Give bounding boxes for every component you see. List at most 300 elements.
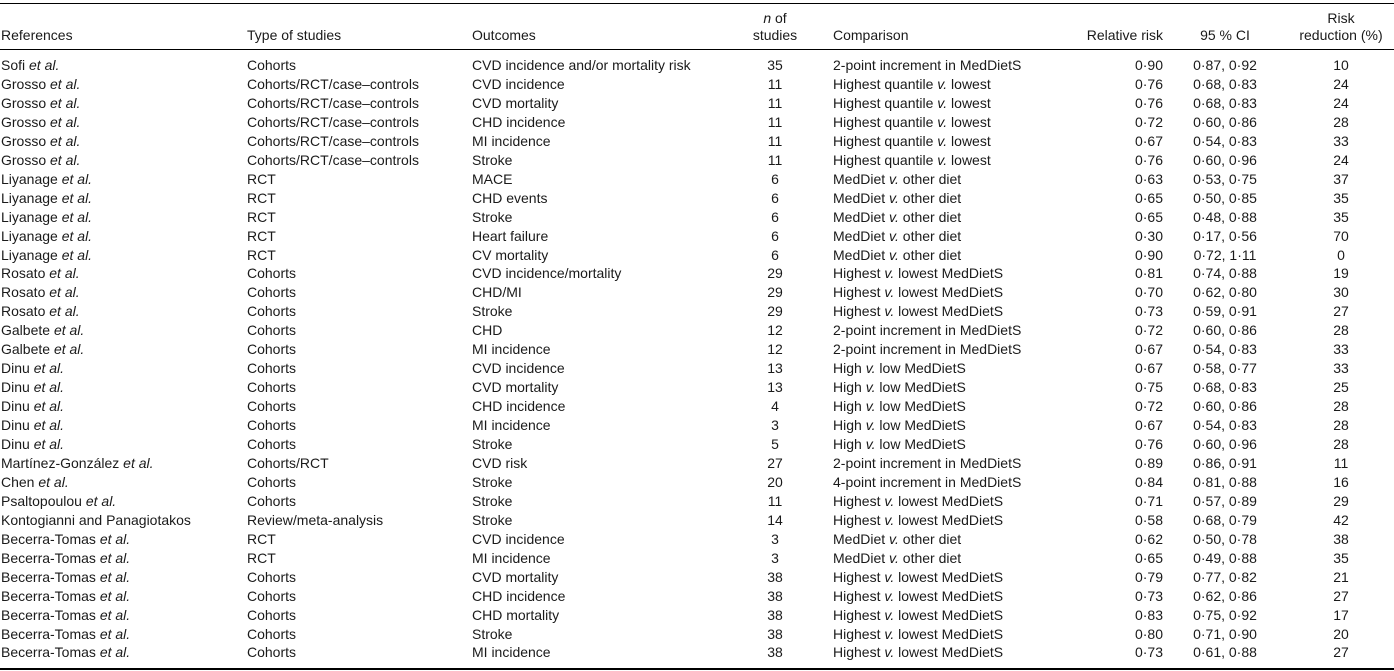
relative-risk-text: 0·81 bbox=[1134, 265, 1163, 282]
ci-text: 0·68, 0·83 bbox=[1193, 379, 1257, 396]
header-relative-risk: Relative risk bbox=[1086, 27, 1163, 43]
cell-relative-risk bbox=[1030, 246, 1163, 264]
comparison-versus: v. bbox=[884, 265, 895, 282]
n-studies-text: 27 bbox=[767, 454, 783, 471]
reference-et-al: et al. bbox=[99, 606, 131, 623]
type-text: Cohorts/RCT/case–controls bbox=[247, 132, 419, 149]
reference-author: Becerra-Tomas bbox=[1, 549, 96, 566]
cell-reference bbox=[1, 492, 116, 510]
cell-type-of-studies bbox=[247, 378, 296, 396]
reference-et-al: et al. bbox=[61, 208, 93, 225]
comparison-tail: low MedDietS bbox=[875, 360, 966, 377]
reference-author: Sofi bbox=[1, 57, 26, 73]
comparison-text: Highest bbox=[833, 625, 885, 642]
cell-relative-risk bbox=[1030, 435, 1163, 453]
cell-risk-reduction bbox=[1298, 264, 1384, 282]
reference-author: Becerra-Tomas bbox=[1, 587, 96, 604]
cell-relative-risk bbox=[1030, 94, 1163, 112]
type-text: RCT bbox=[247, 208, 276, 225]
cell-risk-reduction bbox=[1298, 454, 1384, 472]
comparison-tail: lowest MedDietS bbox=[894, 644, 1004, 661]
n-studies-text: 12 bbox=[767, 341, 783, 358]
cell-reference bbox=[1, 132, 80, 150]
n-studies-text: 38 bbox=[767, 568, 783, 585]
reference-et-al: et al. bbox=[61, 246, 93, 263]
relative-risk-text: 0·71 bbox=[1134, 492, 1163, 509]
comparison-versus: v. bbox=[884, 587, 895, 604]
comparison-tail: lowest bbox=[947, 76, 991, 92]
reference-et-al: et al. bbox=[33, 436, 65, 452]
cell-reference bbox=[1, 359, 64, 377]
comparison-versus: v. bbox=[889, 530, 899, 547]
cell-95-ci bbox=[1170, 132, 1280, 150]
cell-n-studies bbox=[740, 132, 810, 150]
n-studies-text: 11 bbox=[767, 76, 783, 92]
outcome-text: Stroke bbox=[472, 151, 513, 168]
n-studies-text: 3 bbox=[771, 549, 779, 566]
ci-text: 0·77, 0·82 bbox=[1193, 568, 1257, 585]
comparison-text: Highest quantile bbox=[833, 94, 938, 111]
type-text: RCT bbox=[247, 246, 276, 263]
cell-95-ci bbox=[1170, 606, 1280, 624]
ci-text: 0·86, 0·91 bbox=[1193, 454, 1257, 471]
reference-author: Liyanage bbox=[1, 170, 58, 187]
comparison-text: Highest quantile bbox=[833, 76, 938, 92]
cell-type-of-studies bbox=[247, 435, 296, 453]
ci-text: 0·17, 0·56 bbox=[1193, 227, 1257, 244]
cell-type-of-studies bbox=[247, 264, 296, 282]
header-references: References bbox=[1, 27, 73, 43]
cell-95-ci bbox=[1170, 549, 1280, 567]
comparison-versus: v. bbox=[865, 417, 876, 434]
outcome-text: CVD mortality bbox=[472, 379, 559, 396]
cell-type-of-studies bbox=[247, 454, 329, 472]
comparison-tail: low MedDietS bbox=[875, 398, 966, 415]
reference-et-al: et al. bbox=[33, 398, 65, 415]
cell-comparison bbox=[833, 189, 961, 207]
cell-relative-risk bbox=[1030, 549, 1163, 567]
reference-et-al: et al. bbox=[50, 113, 81, 130]
reference-author: Galbete bbox=[1, 341, 51, 358]
cell-95-ci bbox=[1170, 530, 1280, 548]
risk-reduction-text: 0 bbox=[1337, 246, 1345, 263]
cell-risk-reduction bbox=[1298, 435, 1384, 453]
cell-reference bbox=[1, 606, 130, 624]
risk-reduction-text: 28 bbox=[1333, 398, 1349, 415]
comparison-tail: lowest MedDietS bbox=[894, 492, 1004, 509]
comparison-tail: lowest MedDietS bbox=[894, 606, 1004, 623]
cell-95-ci bbox=[1170, 264, 1280, 282]
comparison-text: Highest quantile bbox=[833, 151, 938, 168]
cell-95-ci bbox=[1170, 75, 1280, 93]
relative-risk-text: 0·76 bbox=[1134, 436, 1163, 452]
cell-type-of-studies bbox=[247, 151, 419, 169]
cell-relative-risk bbox=[1030, 511, 1163, 529]
comparison-tail: low MedDietS bbox=[875, 417, 966, 434]
relative-risk-text: 0·65 bbox=[1134, 549, 1163, 566]
relative-risk-text: 0·62 bbox=[1134, 530, 1163, 547]
n-studies-text: 20 bbox=[767, 473, 783, 490]
type-text: Cohorts/RCT/case–controls bbox=[247, 94, 419, 111]
cell-type-of-studies bbox=[247, 189, 276, 207]
comparison-versus: v. bbox=[889, 170, 899, 187]
cell-n-studies bbox=[740, 113, 810, 131]
cell-reference bbox=[1, 397, 64, 415]
risk-reduction-text: 24 bbox=[1333, 76, 1349, 92]
type-text: Cohorts bbox=[247, 341, 297, 358]
cell-reference bbox=[1, 643, 130, 661]
reference-et-al: et al. bbox=[33, 417, 65, 434]
risk-reduction-text: 38 bbox=[1333, 530, 1349, 547]
reference-author: Grosso bbox=[1, 76, 47, 92]
cell-95-ci bbox=[1170, 568, 1280, 586]
ci-text: 0·75, 0·92 bbox=[1193, 606, 1257, 623]
cell-relative-risk bbox=[1030, 132, 1163, 150]
relative-risk-text: 0·73 bbox=[1134, 587, 1163, 604]
cell-reference bbox=[1, 321, 84, 339]
reference-author: Grosso bbox=[1, 113, 47, 130]
cell-95-ci bbox=[1170, 340, 1280, 358]
cell-risk-reduction bbox=[1298, 56, 1384, 74]
cell-relative-risk bbox=[1030, 416, 1163, 434]
n-studies-text: 13 bbox=[767, 379, 783, 396]
cell-reference bbox=[1, 473, 69, 491]
outcome-text: CHD incidence bbox=[472, 113, 566, 130]
cell-outcome bbox=[472, 208, 512, 226]
reference-et-al: et al. bbox=[50, 94, 81, 111]
relative-risk-text: 0·70 bbox=[1134, 284, 1163, 301]
cell-comparison bbox=[833, 170, 961, 188]
reference-author: Rosato bbox=[1, 284, 46, 301]
ci-text: 0·53, 0·75 bbox=[1193, 170, 1257, 187]
relative-risk-text: 0·90 bbox=[1134, 246, 1163, 263]
comparison-versus: v. bbox=[884, 606, 895, 623]
comparison-versus: v. bbox=[889, 227, 899, 244]
cell-95-ci bbox=[1170, 492, 1280, 510]
cell-relative-risk bbox=[1030, 208, 1163, 226]
relative-risk-text: 0·76 bbox=[1134, 151, 1163, 168]
risk-reduction-text: 16 bbox=[1333, 473, 1349, 490]
risk-reduction-text: 33 bbox=[1333, 341, 1349, 358]
comparison-versus: v. bbox=[937, 132, 948, 149]
cell-comparison bbox=[833, 625, 1003, 643]
reference-et-al: et al. bbox=[99, 587, 131, 604]
cell-risk-reduction bbox=[1298, 151, 1384, 169]
cell-risk-reduction bbox=[1298, 170, 1384, 188]
type-text: RCT bbox=[247, 549, 276, 566]
cell-relative-risk bbox=[1030, 530, 1163, 548]
risk-reduction-text: 27 bbox=[1333, 303, 1349, 320]
reference-et-al: et al. bbox=[99, 530, 131, 547]
outcome-text: Stroke bbox=[472, 511, 513, 528]
cell-relative-risk bbox=[1030, 170, 1163, 188]
cell-reference bbox=[1, 625, 130, 643]
comparison-versus: v. bbox=[884, 492, 895, 509]
type-text: Cohorts bbox=[247, 417, 297, 434]
risk-reduction-text: 35 bbox=[1333, 208, 1349, 225]
ci-text: 0·74, 0·88 bbox=[1193, 265, 1257, 282]
comparison-text: High bbox=[833, 360, 866, 377]
cell-reference bbox=[1, 56, 59, 74]
type-text: Cohorts bbox=[247, 57, 297, 73]
comparison-tail: lowest bbox=[947, 151, 991, 168]
cell-risk-reduction bbox=[1298, 511, 1384, 529]
comparison-versus: v. bbox=[889, 208, 899, 225]
cell-reference bbox=[1, 378, 64, 396]
risk-reduction-text: 33 bbox=[1333, 132, 1349, 149]
type-text: Cohorts bbox=[247, 473, 297, 490]
comparison-tail: other diet bbox=[898, 208, 962, 225]
comparison-text: MedDiet bbox=[833, 530, 890, 547]
cell-type-of-studies bbox=[247, 359, 296, 377]
cell-type-of-studies bbox=[247, 492, 296, 510]
comparison-text: Highest bbox=[833, 511, 885, 528]
comparison-text: High bbox=[833, 436, 866, 452]
outcome-text: MI incidence bbox=[472, 341, 551, 358]
cell-relative-risk bbox=[1030, 568, 1163, 586]
cell-outcome bbox=[472, 625, 512, 643]
cell-type-of-studies bbox=[247, 549, 276, 567]
outcome-text: CVD mortality bbox=[472, 94, 559, 111]
ci-text: 0·62, 0·86 bbox=[1193, 587, 1257, 604]
comparison-tail: other diet bbox=[898, 170, 962, 187]
reference-et-al: et al. bbox=[38, 473, 69, 490]
type-text: Review/meta-analysis bbox=[247, 511, 384, 528]
cell-comparison bbox=[833, 416, 966, 434]
comparison-text: Highest bbox=[833, 265, 885, 282]
ci-text: 0·60, 0·86 bbox=[1193, 398, 1257, 415]
cell-reference bbox=[1, 587, 130, 605]
cell-n-studies bbox=[740, 530, 810, 548]
relative-risk-text: 0·80 bbox=[1134, 625, 1163, 642]
n-studies-text: 12 bbox=[767, 322, 783, 339]
ci-text: 0·68, 0·83 bbox=[1193, 94, 1257, 111]
cell-risk-reduction bbox=[1298, 606, 1384, 624]
cell-n-studies bbox=[740, 340, 810, 358]
reference-et-al: et al. bbox=[99, 568, 131, 585]
cell-risk-reduction bbox=[1298, 397, 1384, 415]
type-text: RCT bbox=[247, 530, 276, 547]
reference-author: Chen bbox=[1, 473, 35, 490]
cell-reference bbox=[1, 416, 64, 434]
cell-outcome bbox=[472, 56, 691, 74]
cell-n-studies bbox=[740, 75, 810, 93]
cell-95-ci bbox=[1170, 302, 1280, 320]
reference-et-al: et al. bbox=[49, 265, 80, 282]
cell-risk-reduction bbox=[1298, 549, 1384, 567]
cell-95-ci bbox=[1170, 416, 1280, 434]
comparison-text: 2-point increment in MedDietS bbox=[833, 454, 1022, 471]
comparison-tail: lowest MedDietS bbox=[894, 511, 1004, 528]
outcome-text: MI incidence bbox=[472, 132, 551, 149]
cell-comparison bbox=[833, 606, 1003, 624]
type-text: Cohorts bbox=[247, 265, 297, 282]
ci-text: 0·60, 0·86 bbox=[1193, 113, 1257, 130]
cell-95-ci bbox=[1170, 170, 1280, 188]
cell-type-of-studies bbox=[247, 511, 383, 529]
type-text: Cohorts bbox=[247, 436, 297, 452]
cell-type-of-studies bbox=[247, 94, 419, 112]
reference-author: Rosato bbox=[1, 265, 46, 282]
cell-type-of-studies bbox=[247, 283, 296, 301]
n-studies-text: 6 bbox=[771, 189, 779, 206]
cell-risk-reduction bbox=[1298, 227, 1384, 245]
relative-risk-text: 0·72 bbox=[1134, 398, 1163, 415]
outcome-text: CHD mortality bbox=[472, 606, 560, 623]
cell-type-of-studies bbox=[247, 56, 296, 74]
cell-n-studies bbox=[740, 321, 810, 339]
type-text: Cohorts bbox=[247, 644, 297, 661]
reference-et-al: et al. bbox=[123, 454, 154, 471]
outcome-text: MI incidence bbox=[472, 417, 551, 434]
cell-n-studies bbox=[740, 643, 810, 661]
cell-n-studies bbox=[740, 94, 810, 112]
n-studies-text: 6 bbox=[771, 170, 779, 187]
cell-outcome bbox=[472, 94, 558, 112]
type-text: Cohorts bbox=[247, 492, 297, 509]
n-studies-text: 11 bbox=[767, 113, 783, 130]
cell-comparison bbox=[833, 151, 991, 169]
cell-comparison bbox=[833, 435, 966, 453]
outcome-text: Stroke bbox=[472, 436, 513, 452]
cell-n-studies bbox=[740, 625, 810, 643]
comparison-tail: lowest bbox=[947, 132, 991, 149]
ci-text: 0·72, 1·11 bbox=[1193, 246, 1257, 263]
cell-95-ci bbox=[1170, 283, 1280, 301]
cell-outcome bbox=[472, 643, 551, 661]
relative-risk-text: 0·76 bbox=[1134, 76, 1163, 92]
risk-reduction-text: 37 bbox=[1333, 170, 1349, 187]
risk-reduction-text: 35 bbox=[1333, 549, 1349, 566]
type-text: Cohorts/RCT/case–controls bbox=[247, 151, 419, 168]
comparison-text: 4-point increment in MedDietS bbox=[833, 473, 1022, 490]
reference-et-al: et al. bbox=[61, 189, 93, 206]
header-outcomes: Outcomes bbox=[472, 27, 536, 43]
cell-risk-reduction bbox=[1298, 208, 1384, 226]
cell-type-of-studies bbox=[247, 321, 296, 339]
relative-risk-text: 0·76 bbox=[1134, 94, 1163, 111]
cell-outcome bbox=[472, 321, 502, 339]
cell-risk-reduction bbox=[1298, 246, 1384, 264]
cell-type-of-studies bbox=[247, 227, 276, 245]
comparison-text: Highest bbox=[833, 644, 885, 661]
n-studies-text: 38 bbox=[767, 606, 783, 623]
cell-95-ci bbox=[1170, 473, 1280, 491]
ci-text: 0·60, 0·96 bbox=[1193, 151, 1257, 168]
type-text: Cohorts bbox=[247, 360, 297, 377]
cell-95-ci bbox=[1170, 435, 1280, 453]
n-studies-text: 4 bbox=[771, 398, 779, 415]
header-risk: Risk bbox=[1327, 10, 1355, 26]
cell-type-of-studies bbox=[247, 473, 296, 491]
reference-author: Grosso bbox=[1, 151, 47, 168]
cell-reference bbox=[1, 151, 80, 169]
outcome-text: CHD incidence bbox=[472, 587, 566, 604]
cell-comparison bbox=[833, 94, 991, 112]
n-studies-text: 11 bbox=[767, 492, 783, 509]
risk-reduction-text: 24 bbox=[1333, 94, 1349, 111]
cell-outcome bbox=[472, 283, 522, 301]
cell-outcome bbox=[472, 587, 565, 605]
cell-n-studies bbox=[740, 246, 810, 264]
ci-text: 0·62, 0·80 bbox=[1193, 284, 1257, 301]
cell-n-studies bbox=[740, 170, 810, 188]
ci-text: 0·50, 0·85 bbox=[1193, 189, 1257, 206]
comparison-versus: v. bbox=[884, 568, 895, 585]
cell-n-studies bbox=[740, 227, 810, 245]
comparison-text: Highest bbox=[833, 492, 885, 509]
comparison-text: Highest bbox=[833, 568, 885, 585]
cell-comparison bbox=[833, 643, 1003, 661]
n-studies-text: 35 bbox=[767, 57, 783, 73]
n-studies-text: 6 bbox=[771, 208, 779, 225]
cell-outcome bbox=[472, 454, 527, 472]
cell-risk-reduction bbox=[1298, 113, 1384, 131]
relative-risk-text: 0·65 bbox=[1134, 189, 1163, 206]
reference-et-al: et al. bbox=[50, 151, 81, 168]
type-text: RCT bbox=[247, 170, 276, 187]
comparison-text: MedDiet bbox=[833, 170, 890, 187]
cell-outcome bbox=[472, 416, 551, 434]
cell-reference bbox=[1, 435, 64, 453]
comparison-tail: lowest MedDietS bbox=[894, 303, 1004, 320]
n-studies-text: 11 bbox=[767, 132, 783, 149]
risk-reduction-text: 21 bbox=[1333, 568, 1349, 585]
risk-reduction-text: 19 bbox=[1333, 265, 1349, 282]
cell-comparison bbox=[833, 511, 1003, 529]
cell-type-of-studies bbox=[247, 606, 296, 624]
cell-n-studies bbox=[740, 454, 810, 472]
cell-relative-risk bbox=[1030, 492, 1163, 510]
cell-type-of-studies bbox=[247, 587, 296, 605]
cell-95-ci bbox=[1170, 208, 1280, 226]
comparison-versus: v. bbox=[937, 94, 948, 111]
cell-relative-risk bbox=[1030, 283, 1163, 301]
cell-reference bbox=[1, 94, 80, 112]
cell-95-ci bbox=[1170, 511, 1280, 529]
comparison-versus: v. bbox=[889, 549, 899, 566]
comparison-versus: v. bbox=[937, 113, 948, 130]
cell-outcome bbox=[472, 473, 512, 491]
comparison-versus: v. bbox=[937, 76, 948, 92]
cell-relative-risk bbox=[1030, 606, 1163, 624]
header-n-of bbox=[740, 10, 810, 27]
comparison-tail: lowest bbox=[947, 94, 991, 111]
ci-text: 0·71, 0·90 bbox=[1193, 625, 1257, 642]
cell-relative-risk bbox=[1030, 473, 1163, 491]
comparison-tail: lowest MedDietS bbox=[894, 587, 1004, 604]
ci-text: 0·87, 0·92 bbox=[1193, 57, 1257, 73]
outcome-text: Stroke bbox=[472, 473, 513, 490]
cell-95-ci bbox=[1170, 359, 1280, 377]
cell-type-of-studies bbox=[247, 75, 419, 93]
risk-reduction-text: 27 bbox=[1333, 644, 1349, 661]
outcome-text: Stroke bbox=[472, 303, 513, 320]
reference-author: Grosso bbox=[1, 94, 47, 111]
n-studies-text: 5 bbox=[771, 436, 779, 452]
comparison-tail: low MedDietS bbox=[875, 436, 966, 452]
header-n-rest: of bbox=[771, 10, 787, 26]
cell-outcome bbox=[472, 113, 565, 131]
cell-relative-risk bbox=[1030, 151, 1163, 169]
reference-et-al: et al. bbox=[33, 360, 65, 377]
cell-outcome bbox=[472, 264, 621, 282]
comparison-text: 2-point increment in MedDietS bbox=[833, 341, 1022, 358]
cell-95-ci bbox=[1170, 113, 1280, 131]
outcome-text: Heart failure bbox=[472, 227, 549, 244]
relative-risk-text: 0·30 bbox=[1134, 227, 1163, 244]
comparison-text: Highest bbox=[833, 606, 885, 623]
